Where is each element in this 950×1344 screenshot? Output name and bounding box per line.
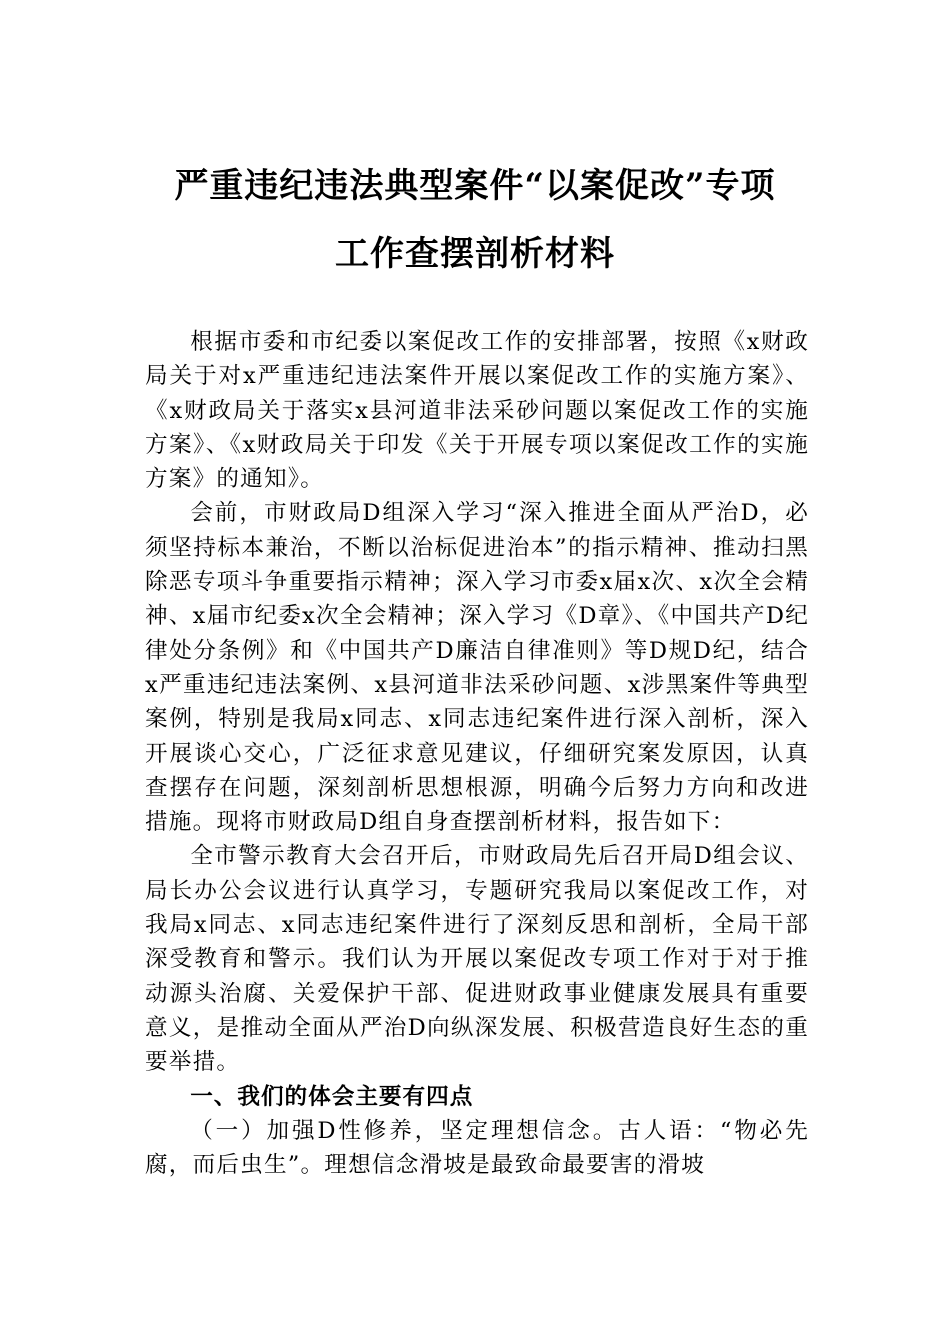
section-heading: 一、我们的体会主要有四点: [190, 1083, 474, 1110]
document-title-line-1: 严重违纪违法典型案件“以案促改”专项: [174, 166, 776, 206]
paragraph-preparation: 会前，市财政局D组深入学习“深入推进全面从严治D，必须坚持标本兼治，不断以治标促进治本”的指示精神、推动扫黑除恶专项斗争重要指示精神；深入学习市委x届x次、x次全会精神、x届市纪委x次全会精神；深入学习《D章》、《中国共产D纪律处分条例》和《中国共产D廉洁自律准则》等D规D纪，结合x严重违纪违法案例、x县河道非法采砂问题、x涉黑案件等典型案例，特别是我局x同志、x同志违纪案件进行深入剖析，深入开展谈心交心，广泛征求意见建议，仔细研究案发原因，认真查摆存在问题，深刻剖析思想根源，明确今后努力方向和改进措施。现将市财政局D组自身查摆剖析材料，报告如下：: [145, 500, 809, 836]
paragraph-subsection-1: （一）加强D性修养，坚定理想信念。古人语：“物必先腐，而后虫生”。理想信念滑坡是最致命最要害的滑坡: [145, 1117, 809, 1179]
document-body: [145, 325, 809, 1182]
paragraph-intro: 根据市委和市纪委以案促改工作的安排部署，按照《x财政局关于对x严重违纪违法案件开展以案促改工作的实施方案》、《x财政局关于落实x县河道非法采砂问题以案促改工作的实施方案》、《x财政局关于印发《关于开展专项以案促改工作的实施方案》的通知》。: [145, 329, 809, 493]
paragraph-significance: 全市警示教育大会召开后，市财政局先后召开局D组会议、局长办公会议进行认真学习，专题研究我局以案促改工作，对我局x同志、x同志违纪案件进行了深刻反思和剖析，全局干部深受教育和警示。我们认为开展以案促改专项工作对于对于推动源头治腐、关爱保护干部、促进财政事业健康发展具有重要意义，是推动全面从严治D向纵深发展、积极营造良好生态的重要举措。: [145, 843, 809, 1076]
document-title-line-2: 工作查摆剖析材料: [335, 234, 615, 274]
